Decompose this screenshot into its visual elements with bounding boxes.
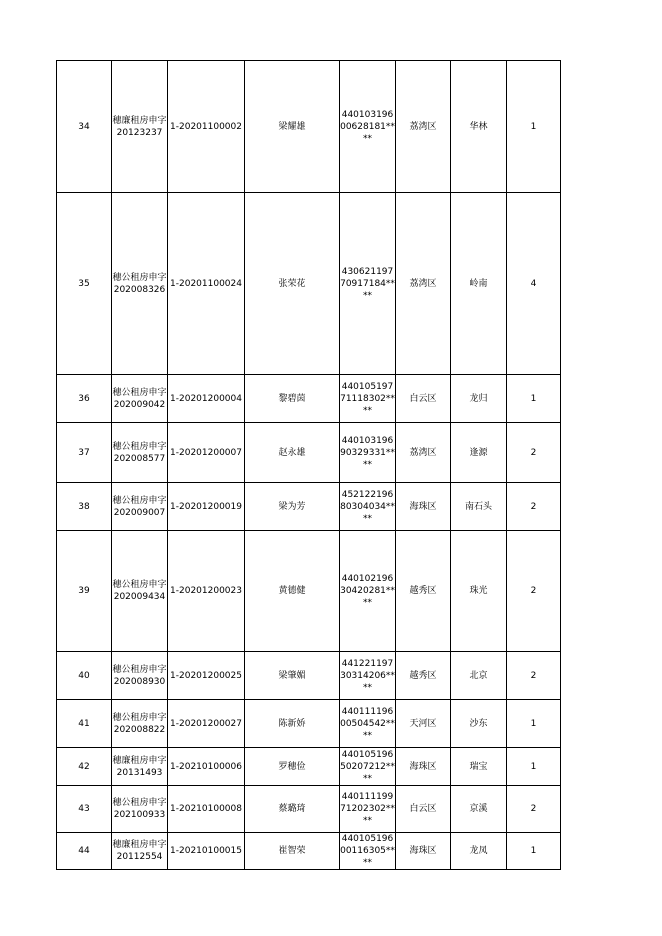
cell-code: 1-20201100024 [168,193,245,375]
data-table [56,60,561,870]
cell-no: 35 [57,193,112,375]
table-row [57,531,561,652]
table-row [57,423,561,483]
cell-street: 逢源 [451,423,507,483]
cell-district: 荔湾区 [396,61,451,193]
cell-name: 赵永雄 [245,423,340,483]
cell-no: 43 [57,786,112,833]
cell-street: 瑞宝 [451,748,507,786]
cell-no: 41 [57,700,112,748]
table-row [57,748,561,786]
cell-no: 38 [57,483,112,531]
cell-name: 黎碧茵 [245,375,340,423]
cell-application: 穗公租房申字202008577 [112,423,168,483]
cell-count: 1 [507,700,561,748]
cell-street: 北京 [451,652,507,700]
cell-count: 4 [507,193,561,375]
cell-district: 越秀区 [396,531,451,652]
cell-no: 34 [57,61,112,193]
cell-code: 1-20201100002 [168,61,245,193]
table-row [57,61,561,193]
cell-application: 穗公租房申字202008822 [112,700,168,748]
table-row [57,375,561,423]
cell-id-number: 44010519650207212**** [340,749,395,784]
cell-id-number: 44011119971202302**** [340,786,396,833]
cell-count: 2 [507,483,561,531]
cell-district: 海珠区 [396,483,451,531]
cell-district: 越秀区 [396,652,451,700]
cell-application: 穗公租房申字202009007 [112,483,168,531]
cell-name: 陈新娇 [245,700,340,748]
cell-street: 龙归 [451,375,507,423]
table-row [57,700,561,748]
cell-street: 珠光 [451,531,507,652]
cell-code: 1-20201200004 [168,375,245,423]
cell-code: 1-20210100006 [168,748,245,786]
cell-name: 张荣花 [245,193,340,375]
cell-street: 京溪 [451,786,507,833]
cell-application: 穗公租房申字202008326 [112,193,168,375]
cell-count: 1 [507,833,561,870]
cell-name: 梁肇媚 [245,652,340,700]
cell-count: 1 [507,375,561,423]
cell-district: 海珠区 [396,748,451,786]
cell-no: 42 [57,748,112,786]
table-row [57,833,561,870]
table-row [57,786,561,833]
cell-id-number: 44010519600116305**** [340,834,395,868]
cell-name: 梁耀雄 [245,61,340,193]
cell-no: 36 [57,375,112,423]
cell-district: 海珠区 [396,833,451,870]
cell-count: 1 [507,748,561,786]
cell-application: 穗公租房申字202008930 [112,652,168,700]
cell-name: 蔡璐琦 [245,786,340,833]
cell-application: 穗廉租房申字20112554 [112,833,168,870]
cell-id-number: 44010319600628181**** [340,61,396,193]
cell-id-number: 44122119730314206**** [340,652,396,700]
cell-no: 40 [57,652,112,700]
cell-code: 1-20201200019 [168,483,245,531]
cell-application: 穗廉租房申字20123237 [112,61,168,193]
cell-code: 1-20201200007 [168,423,245,483]
cell-count: 2 [507,786,561,833]
cell-name: 梁为芳 [245,483,340,531]
cell-district: 天河区 [396,700,451,748]
cell-district: 白云区 [396,786,451,833]
cell-no: 44 [57,833,112,870]
cell-street: 龙凤 [451,833,507,870]
cell-id-number: 44010219630420281**** [340,531,396,652]
cell-application: 穗公租房申字202100933 [112,786,168,833]
cell-no: 39 [57,531,112,652]
cell-district: 荔湾区 [396,423,451,483]
cell-code: 1-20201200025 [168,652,245,700]
cell-id-number: 44011119600504542**** [340,700,396,748]
cell-street: 岭南 [451,193,507,375]
table-row [57,652,561,700]
table-row [57,483,561,531]
cell-no: 37 [57,423,112,483]
cell-district: 白云区 [396,375,451,423]
cell-id-number: 45212219680304034**** [340,483,396,531]
cell-street: 华林 [451,61,507,193]
cell-count: 2 [507,423,561,483]
cell-name: 黄德健 [245,531,340,652]
cell-name: 罗穗俭 [245,748,340,786]
cell-id-number: 43062119770917184**** [340,193,396,375]
cell-code: 1-20210100015 [168,833,245,870]
cell-district: 荔湾区 [396,193,451,375]
cell-count: 2 [507,652,561,700]
cell-application: 穗公租房申字202009434 [112,531,168,652]
cell-code: 1-20210100008 [168,786,245,833]
table-row [57,193,561,375]
cell-id-number: 44010319690329331**** [340,423,396,483]
cell-code: 1-20201200027 [168,700,245,748]
cell-street: 沙东 [451,700,507,748]
cell-count: 1 [507,61,561,193]
cell-street: 南石头 [451,483,507,531]
cell-application: 穗廉租房申字20131493 [112,748,168,786]
cell-id-number: 44010519771118302**** [340,375,396,423]
cell-count: 2 [507,531,561,652]
cell-name: 崔智荣 [245,833,340,870]
cell-code: 1-20201200023 [168,531,245,652]
cell-application: 穗公租房申字202009042 [112,375,168,423]
